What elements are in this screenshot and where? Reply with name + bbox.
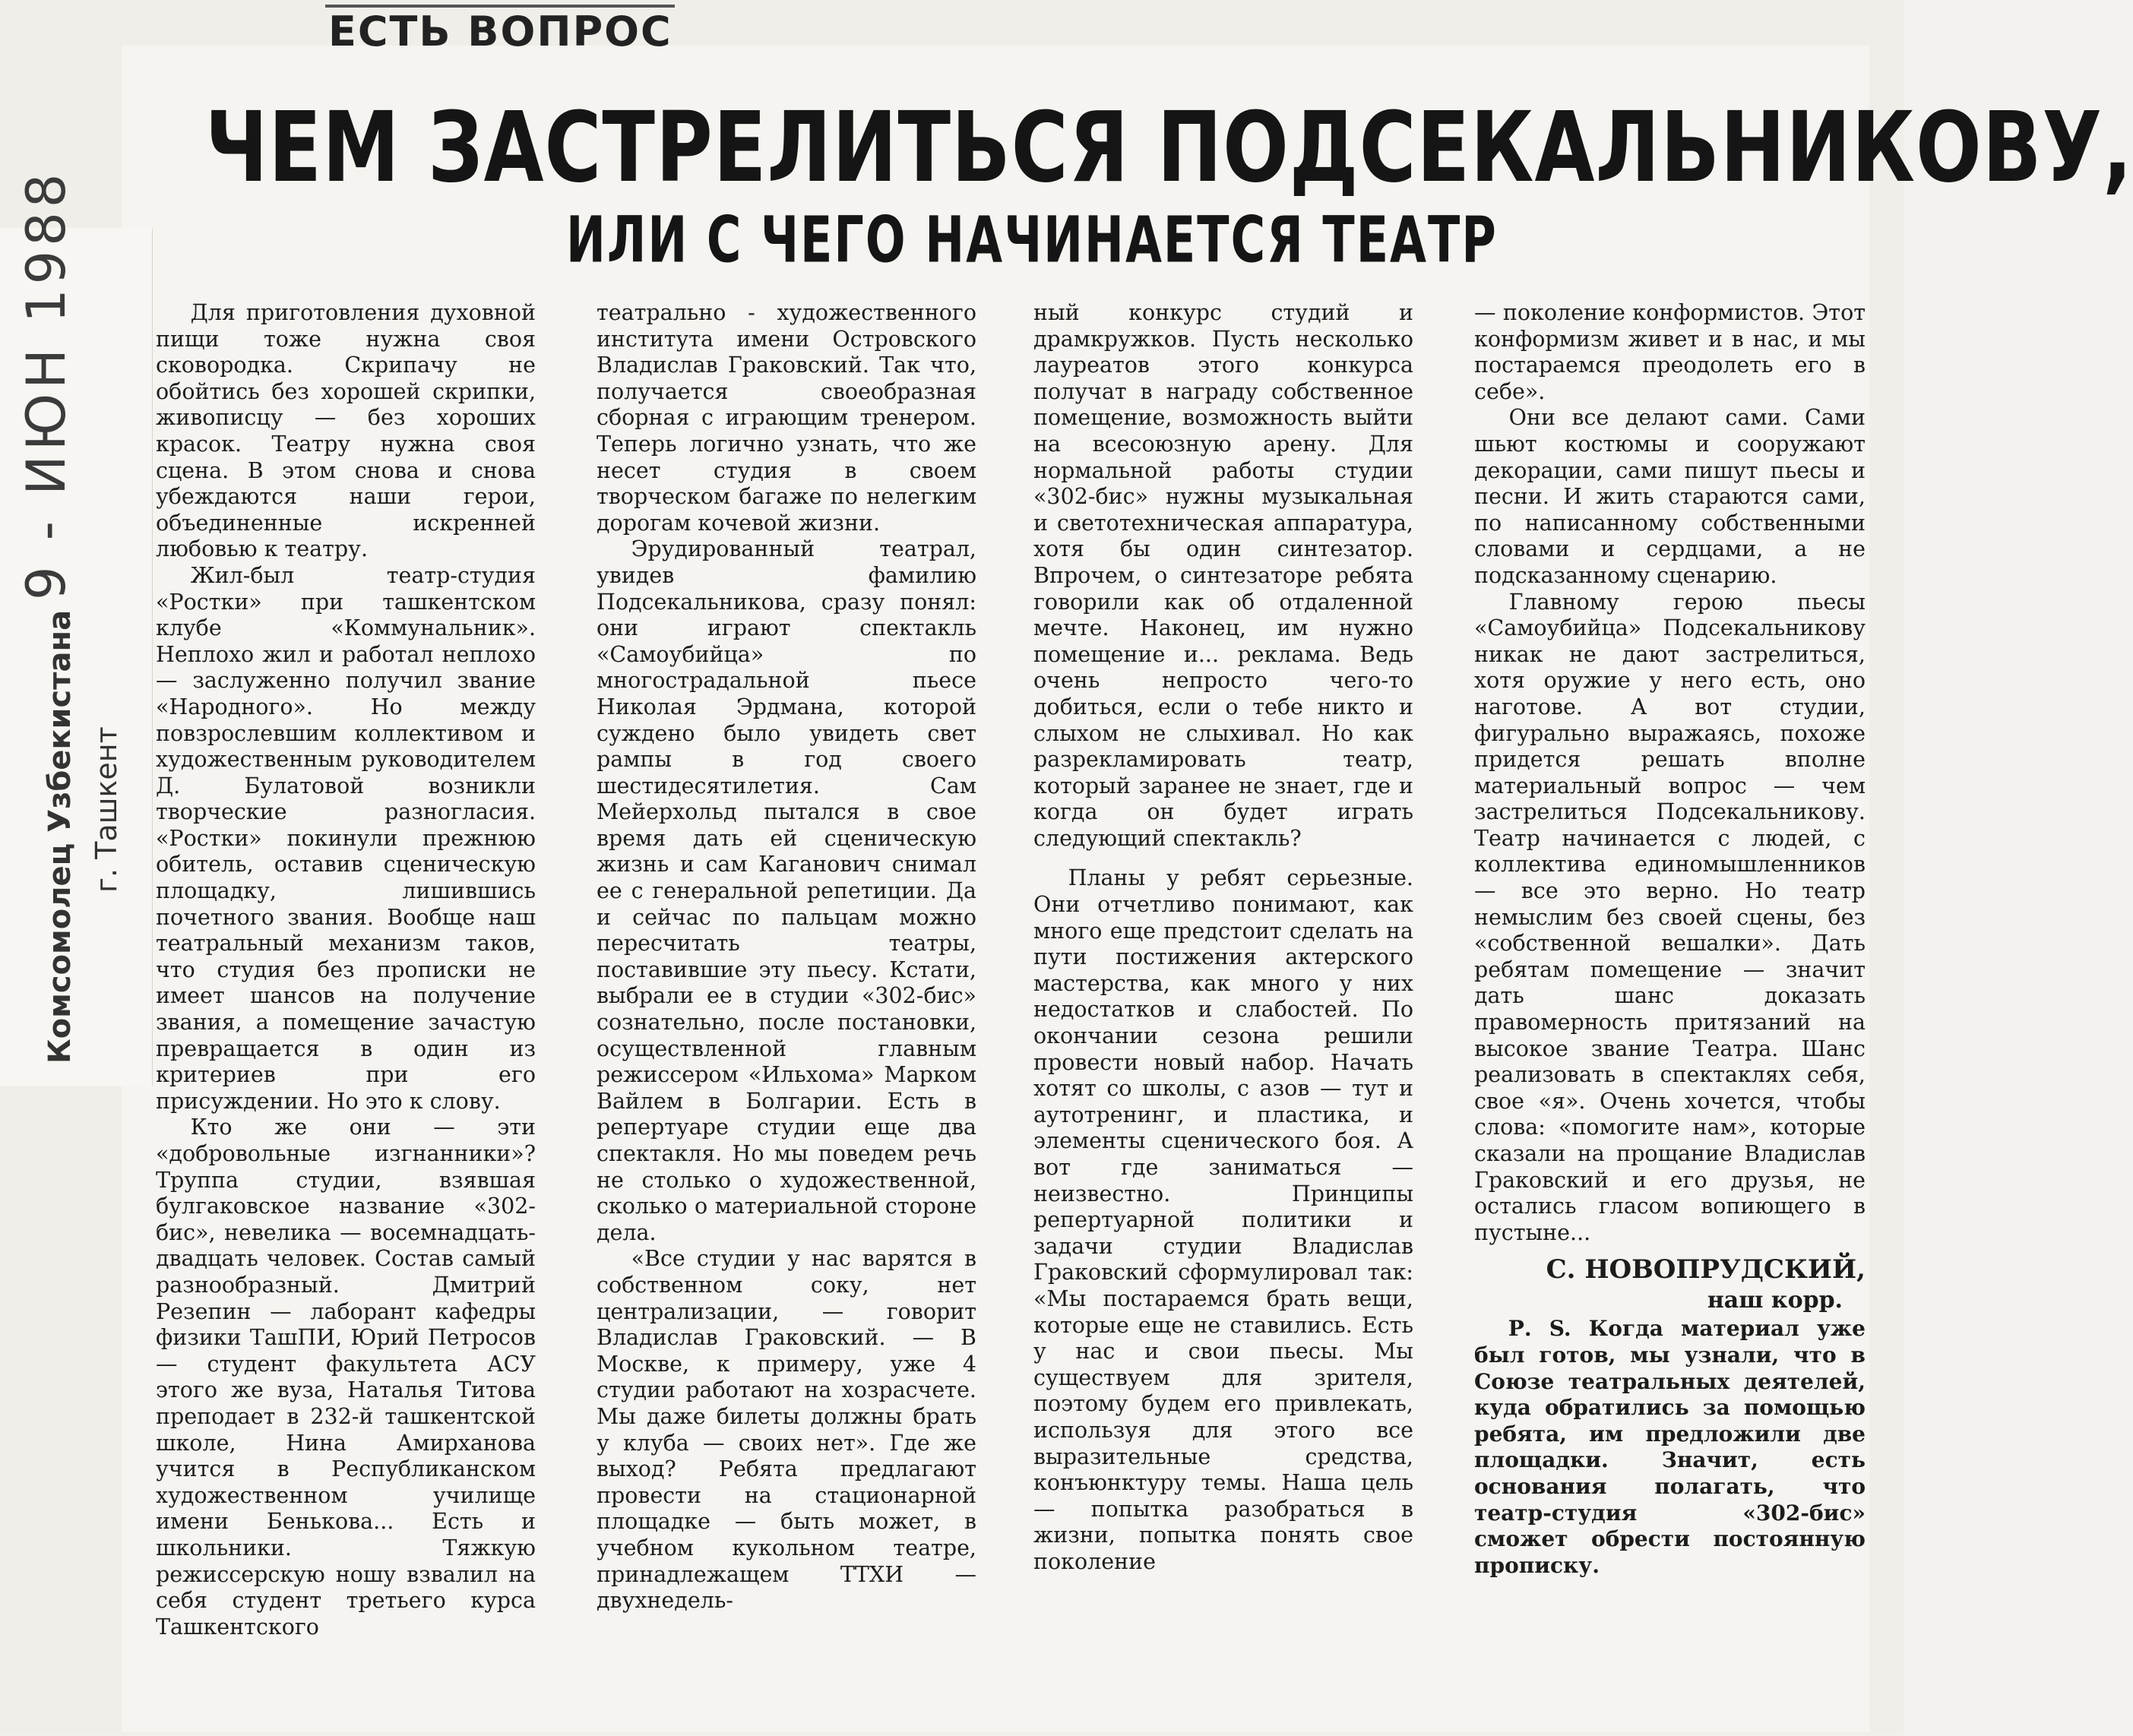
paragraph: Планы у ребят серьезные. Они отчетливо понимают, как много еще предстоит сделать на пути постижения актерского мастерства, как много у них недостатков и слабостей. По окончании сезона решили провести новый набор. Начать хотят со школы, с азов — тут и аутотренинг, и пластика, и элементы сценического боя. А вот где заниматься — неизвестно. Принципы репертуарной политики и задачи студии Владислав Граковский сформулировал так: «Мы постараемся брать вещи, которые еще не ставились. Есть у нас и свои пьесы. Мы существуем для зрителя, поэтому будем его привлекать, используя для этого все выразительные средства, конъюнктуру темы. Наша цель — попытка разобраться в жизни, попытка понять свое поколение xyxy=(1033,865,1413,1574)
article-column-1 xyxy=(156,300,536,1736)
article-column-4 xyxy=(1474,300,1866,1736)
paragraph: ный конкурс студий и драмкружков. Пусть несколько лауреатов этого конкурса получат в награду собственное помещение, возможность выйти на всесоюзную арену. Для нормальной работы студии «302-бис» нужны музыкальная и светотехническая аппаратура, хотя бы один синтезатор. Впрочем, о синтезаторе ребята говорили как об отдаленной мечте. Наконец, им нужно помещение и... реклама. Ведь очень непросто чего-то добиться, если о тебе никто и слыхом не слыхивал. Но как разрекламировать театр, который заранее не знает, где и когда он будет играть следующий спектакль? xyxy=(1033,300,1413,851)
author-role: наш корр. xyxy=(1707,1287,1843,1314)
article-column-2 xyxy=(597,300,976,1736)
article-subheadline: ИЛИ С ЧЕГО НАЧИНАЕТСЯ ТЕАТР xyxy=(566,202,1498,277)
rubric-rule xyxy=(325,5,675,8)
paragraph: Главному герою пьесы «Самоубийца» Подсекальникову никак не дают застрелиться, хотя оружие у него есть, оно наготове. А вот студии, фигурально выражаясь, похоже придется решать вполне материальный вопрос — чем застрелиться Подсекальникову. Театр начинается с людей, с коллектива единомышленников — все это верно. Но театр немыслим без своей сцены, без «собственной вешалки». Дать ребятам помещение — значит дать шанс доказать правомерность притязаний на высокое звание Театра. Шанс реализовать в спектаклях себя, свое «я». Очень хочется, чтобы слова: «помогите нам», которые сказали на прощание Владислав Граковский и его друзья, не остались гласом вопиющего в пустыне... xyxy=(1474,589,1866,1245)
paragraph: Кто же они — эти «добровольные изгнанники»? Труппа студии, взявшая булгаковское название «302-бис», невелика — восемнадцать-двадцать человек. Состав самый разнообразный. Дмитрий Резепин — лаборант кафедры физики ТашПИ, Юрий Петросов — студент факультета АСУ этого же вуза, Наталья Титова преподает в 232-й ташкентской школе, Нина Амирханова учится в Республиканском художественном училище имени Бенькова... Есть и школьники. Тяжкую режиссерскую ношу взвалил на себя студент третьего курса Ташкентского xyxy=(156,1115,536,1640)
paragraph: «Все студии у нас варятся в собственном соку, нет централизации, — говорит Владислав Граковский. — В Москве, к примеру, уже 4 студии работают на хозрасчете. Мы даже билеты должны брать у клуба — своих нет». Где же выход? Ребята предлагают провести на стационарной площадке — быть может, в учебном кукольном театре, принадлежащем ТТХИ — двухнедель- xyxy=(597,1246,976,1614)
paragraph: Жил-был театр-студия «Ростки» при ташкентском клубе «Коммунальник». Неплохо жил и работал неплохо — заслуженно получил звание «Народного». Но между повзрослевшим коллективом и художественным руководителем Д. Булатовой возникли творческие разногласия. «Ростки» покинули прежнюю обитель, оставив сценическую площадку, лишившись почетного звания. Вообще наш театральный механизм таков, что студия без прописки не имеет шансов на получение звания, а помещение зачастую превращается в один из критериев при его присуждении. Но это к слову. xyxy=(156,562,536,1114)
stamp-source: Комсомолец Узбекистана xyxy=(43,609,78,1064)
rubric: ЕСТЬ ВОПРОС xyxy=(328,8,672,55)
stamp-city: г. Ташкент xyxy=(90,726,123,893)
postscript: Р. S. Когда материал уже был готов, мы узнали, что в Союзе театральных деятелей, куда обратились за помощью ребята, им предложили две площадки. Значит, есть основания полагать, что театр-студия «302-бис» сможет обрести постоянную прописку. xyxy=(1474,1316,1866,1578)
paragraph: — поколение конформистов. Этот конформизм живет и в нас, и мы постараемся преодолеть его в себе». xyxy=(1474,300,1866,404)
article-headline: ЧЕМ ЗАСТРЕЛИТЬСЯ ПОДСЕКАЛЬНИКОВУ, xyxy=(205,91,2133,205)
paragraph: Эрудированный театрал, увидев фамилию Подсекальникова, сразу понял: они играют спектакль «Самоубийца» по многострадальной пьесе Николая Эрдмана, которой суждено было увидеть свет рампы в год своего шестидесятилетия. Сам Мейерхольд пытался в свое время дать ей сценическую жизнь и сам Каганович снимал ее с генеральной репетиции. Да и сейчас по пальцам можно пересчитать театры, поставившие эту пьесу. Кстати, выбрали ее в студии «302-бис» сознательно, после постановки, осуществленной главным режиссером «Ильхома» Марком Вайлем в Болгарии. Есть в репертуаре студии еще два спектакля. Но мы поведем речь не столько о художественной, сколько о материальной стороне дела. xyxy=(597,536,976,1245)
paragraph: Они все делают сами. Сами шьют костюмы и сооружают декорации, сами пишут пьесы и песни. И жить стараются сами, по написанному собственными словами и сердцами, а не подсказанному сценарию. xyxy=(1474,405,1866,588)
article-column-3 xyxy=(1033,300,1413,1736)
stamp-date: 9 - ИЮН 1988 xyxy=(15,169,78,600)
paragraph: театрально - художественного института имени Островского Владислав Граковский. Так что, получается своеобразная сборная с играющим тренером. Теперь логично узнать, что же несет студия в своем творческом багаже по нелегким дорогам кочевой жизни. xyxy=(597,300,976,536)
author-signature: С. НОВОПРУДСКИЙ, xyxy=(1546,1254,1866,1285)
paragraph: Для приготовления духовной пищи тоже нужна своя сковородка. Скрипачу не обойтись без хорошей скрипки, живописцу — без хороших красок. Театру нужна своя сцена. В этом снова и снова убеждаются наши герои, объединенные искренней любовью к театру. xyxy=(156,300,536,562)
